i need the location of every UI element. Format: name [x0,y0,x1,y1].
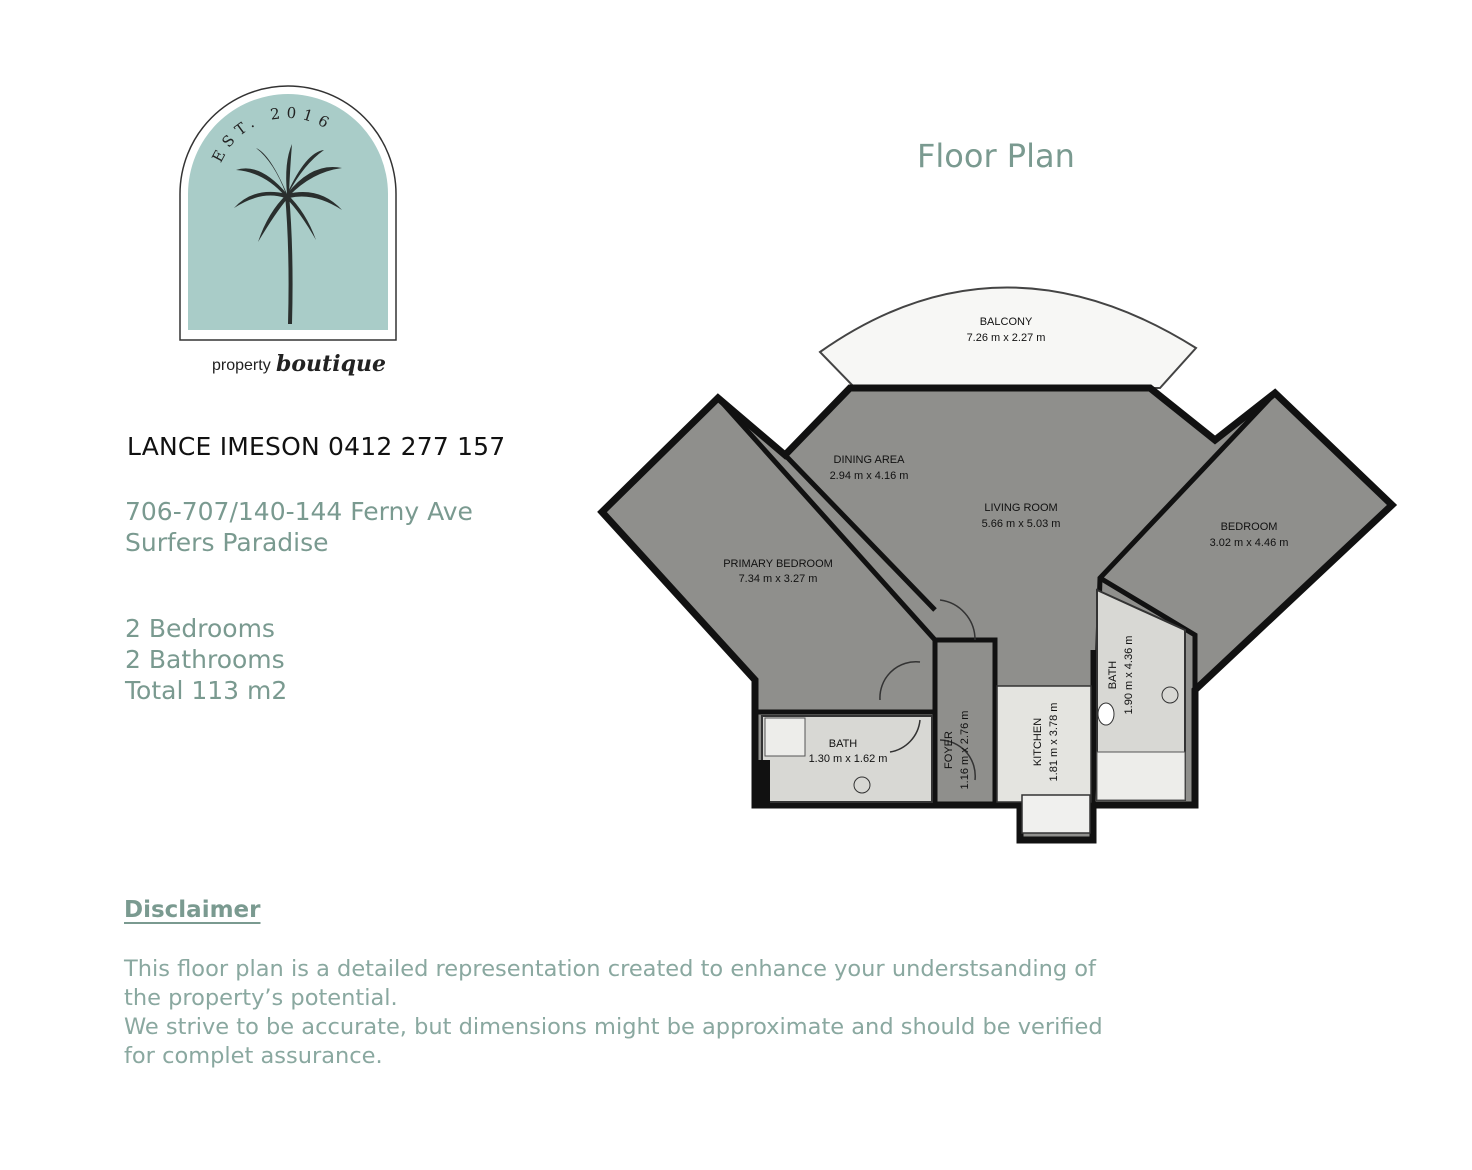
agent-name-phone: LANCE IMESON 0412 277 157 [127,432,506,461]
kitchen-label: KITCHEN [1032,717,1044,767]
living-room-label: LIVING ROOM [984,502,1058,514]
living-room-dims: 5.66 m x 5.03 m [981,518,1061,530]
bath-2-label: BATH [1107,660,1119,690]
toilet-2 [1098,703,1114,725]
dining-area-label: DINING AREA [833,454,905,466]
bath-1-label: BATH [828,738,858,750]
shower-2 [1097,752,1185,800]
property-boutique-logo [172,82,404,382]
balcony-dims: 7.26 m x 2.27 m [966,332,1046,344]
disclaimer-line: the property’s potential. [124,985,398,1011]
bath-1-dims: 1.30 m x 1.62 m [808,753,888,765]
floor-plan-title: Floor Plan [917,137,1075,175]
floor-plan-drawing [595,258,1405,848]
bedroom-label: BEDROOM [1220,521,1278,533]
foyer-label: FOYER [943,731,955,769]
bathrooms-count: 2 Bathrooms [125,645,285,674]
address-line-1: 706-707/140-144 Ferny Ave [125,497,473,526]
logo-brand-script: boutique [276,351,386,377]
kitchen-dims: 1.81 m x 3.78 m [1048,702,1060,782]
disclaimer-line: for complet assurance. [124,1043,383,1069]
disclaimer-body [124,955,1103,1071]
logo-brand-light: property [212,357,271,374]
disclaimer-line: We strive to be accurate, but dimensions might be approximate and should be verified [124,1014,1103,1040]
bedrooms-count: 2 Bedrooms [125,614,275,643]
entry-nook [1022,795,1090,833]
disclaimer-title: Disclaimer [124,897,261,923]
primary-bedroom-label: PRIMARY BEDROOM [723,558,833,570]
bedroom-dims: 3.02 m x 4.46 m [1209,537,1289,549]
dining-area-dims: 2.94 m x 4.16 m [829,470,909,482]
wall-corner-block [756,760,770,804]
address-line-2: Surfers Paradise [125,528,329,557]
shower-1 [765,718,805,756]
disclaimer-line: This floor plan is a detailed representation created to enhance your understsanding of [124,956,1096,982]
balcony-label: BALCONY [979,316,1033,328]
foyer-dims: 1.16 m x 2.76 m [959,710,971,790]
total-area: Total 113 m2 [125,676,288,705]
kitchen-floor [997,686,1091,802]
bath-2-dims: 1.90 m x 4.36 m [1123,635,1135,715]
primary-bedroom-dims: 7.34 m x 3.27 m [738,573,818,585]
logo-arc-text: EST. 2016 [208,103,338,166]
